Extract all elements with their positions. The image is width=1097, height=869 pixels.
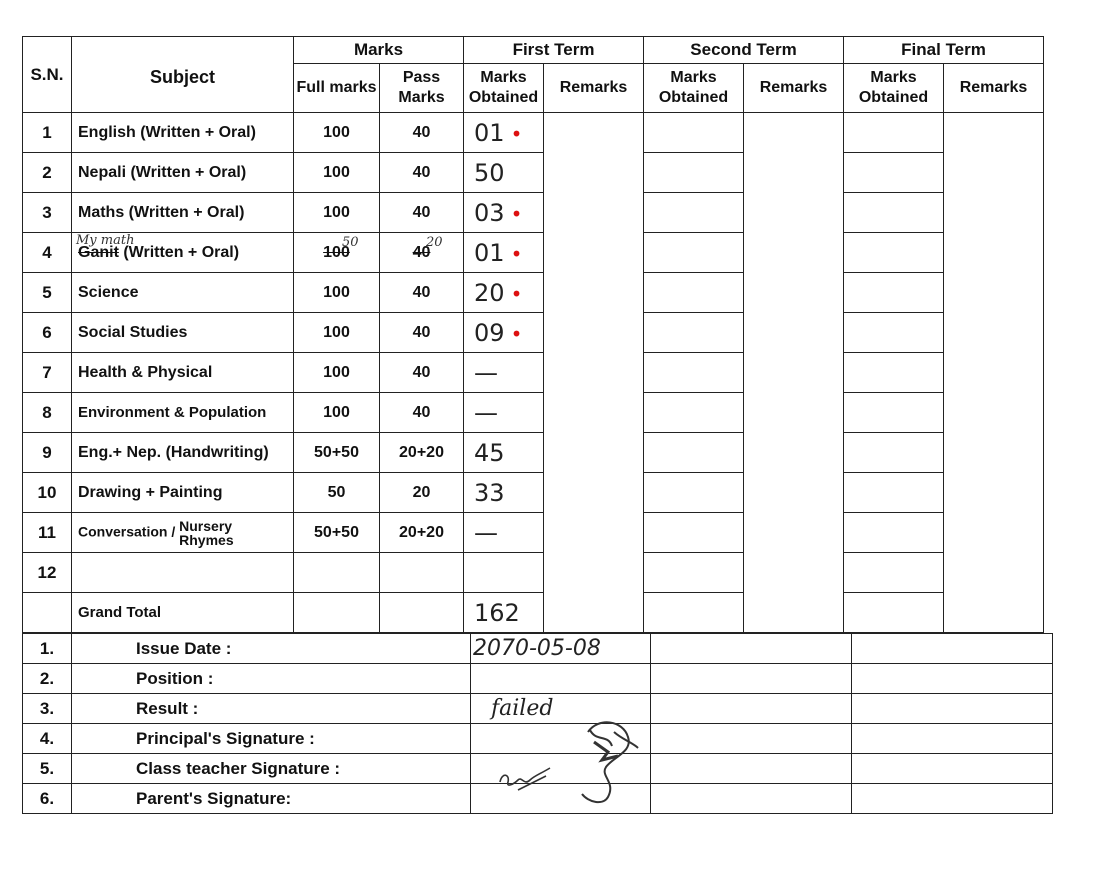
obtained-cell (464, 553, 544, 593)
footer-row (23, 724, 1053, 754)
subject-top: Nursery (179, 517, 233, 534)
footer-final-term-cell (852, 664, 1053, 694)
issue-date-value: 2070-05-08 (471, 634, 651, 664)
final-remarks-header: Remarks (944, 64, 1044, 113)
row-sn: 4 (23, 233, 72, 273)
first-remarks-cell (544, 113, 644, 593)
subject-rest: (Written + Oral) (118, 243, 240, 261)
final-obtained-cell (844, 233, 944, 273)
red-dot-mark: • (510, 281, 523, 306)
row-sn: 3 (23, 193, 72, 233)
class-teacher-signature-drawing (496, 766, 554, 794)
second-remarks-header: Remarks (744, 64, 844, 113)
second-obtained-cell (644, 393, 744, 433)
final-marks-obtained-header: Marks Obtained (844, 64, 944, 113)
full-marks-cell: 100 (294, 153, 380, 193)
struck-subject: Ganit (78, 243, 119, 261)
obtained-cell (464, 313, 544, 353)
pass-marks-cell: 40 (380, 393, 464, 433)
struck-pass-marks: 40 (412, 243, 431, 261)
obtained-value: 50 (474, 158, 505, 187)
full-marks-cell: 50 (294, 473, 380, 513)
footer-label: Parent's Signature: (72, 784, 471, 814)
full-marks-cell: 50+50 (294, 513, 380, 553)
sn-header: S.N. (23, 37, 72, 113)
pass-marks-cell: 20+20 (380, 513, 464, 553)
final-obtained-cell (844, 473, 944, 513)
full-marks-cell: 100 (294, 113, 380, 153)
footer-sn: 3. (23, 694, 72, 724)
obtained-value: — (474, 518, 499, 547)
footer-label: Issue Date : (72, 634, 471, 664)
second-obtained-cell (644, 153, 744, 193)
footer-final-term-cell (852, 724, 1053, 754)
obtained-value: 01 (474, 118, 505, 147)
table-row (23, 273, 1044, 313)
footer-sn: 6. (23, 784, 72, 814)
second-obtained-cell (644, 273, 744, 313)
table-row (23, 513, 1044, 553)
full-marks-cell (294, 553, 380, 593)
marksheet (22, 36, 1052, 814)
subject-main: Conversation / (78, 523, 176, 540)
second-remarks-cell (744, 593, 844, 633)
obtained-cell (464, 273, 544, 313)
second-marks-obtained-header: Marks Obtained (644, 64, 744, 113)
final-obtained-cell (844, 393, 944, 433)
result-value: failed (471, 694, 651, 724)
table-row (23, 233, 1044, 273)
second-obtained-cell (644, 553, 744, 593)
full-marks-cell: 100 (294, 353, 380, 393)
table-row (23, 553, 1044, 593)
second-obtained-cell (644, 193, 744, 233)
red-dot-mark: • (510, 201, 523, 226)
footer-label: Result : (72, 694, 471, 724)
row-sn: 6 (23, 313, 72, 353)
footer-row (23, 664, 1053, 694)
final-obtained-cell (844, 553, 944, 593)
footer-second-term-cell (651, 724, 852, 754)
obtained-value: 20 (474, 278, 505, 307)
pass-marks-cell (380, 593, 464, 633)
full-marks-cell: 100 (294, 193, 380, 233)
final-term-header: Final Term (844, 37, 1044, 64)
table-row (23, 473, 1044, 513)
footer-final-term-cell (852, 634, 1053, 664)
row-sn: 5 (23, 273, 72, 313)
obtained-cell (464, 153, 544, 193)
subject-cell: Environment & Population (72, 393, 294, 433)
subject-cell: English (Written + Oral) (72, 113, 294, 153)
handwritten-pass-note: 20 (426, 235, 443, 250)
final-obtained-cell (844, 353, 944, 393)
final-obtained-cell (844, 273, 944, 313)
row-sn: 11 (23, 513, 72, 553)
pass-marks-cell: 40 (380, 353, 464, 393)
second-obtained-cell (644, 353, 744, 393)
subject-cell: Eng.+ Nep. (Handwriting) (72, 433, 294, 473)
full-marks-cell (294, 593, 380, 633)
grand-total-value: 162 (474, 598, 520, 627)
struck-full-marks: 100 (323, 243, 350, 261)
obtained-value: — (474, 358, 499, 387)
obtained-value: 09 (474, 318, 505, 347)
footer-final-term-cell (852, 754, 1053, 784)
footer-second-term-cell (651, 694, 852, 724)
footer-sn: 4. (23, 724, 72, 754)
footer-row (23, 694, 1053, 724)
full-marks-cell: 100 (294, 273, 380, 313)
subject-cell: Social Studies (72, 313, 294, 353)
footer-second-term-cell (651, 754, 852, 784)
footer-final-term-cell (852, 784, 1053, 814)
final-obtained-cell (844, 433, 944, 473)
final-obtained-cell (844, 113, 944, 153)
second-term-header: Second Term (644, 37, 844, 64)
full-marks-cell: 50+50 (294, 433, 380, 473)
pass-marks-cell: 40 (380, 273, 464, 313)
subject-cell (72, 513, 294, 553)
grand-total-value-cell (464, 593, 544, 633)
final-obtained-cell (844, 593, 944, 633)
pass-marks-cell: 40 (380, 193, 464, 233)
obtained-cell (464, 433, 544, 473)
footer-second-term-cell (651, 784, 852, 814)
table-row (23, 353, 1044, 393)
second-remarks-cell (744, 113, 844, 593)
subject-stack (179, 519, 233, 547)
final-obtained-cell (844, 313, 944, 353)
final-obtained-cell (844, 513, 944, 553)
final-remarks-cell (944, 593, 1044, 633)
handwritten-subject-note: My math (76, 233, 135, 248)
grand-total-label: Grand Total (72, 593, 294, 633)
footer-row (23, 634, 1053, 664)
red-dot-mark: • (510, 321, 523, 346)
second-obtained-cell (644, 593, 744, 633)
second-obtained-cell (644, 513, 744, 553)
subject-cell: Maths (Written + Oral) (72, 193, 294, 233)
second-obtained-cell (644, 433, 744, 473)
row-sn (23, 593, 72, 633)
row-sn: 12 (23, 553, 72, 593)
footer-second-term-cell (651, 634, 852, 664)
pass-marks-cell (380, 553, 464, 593)
footer-label: Principal's Signature : (72, 724, 471, 754)
row-sn: 8 (23, 393, 72, 433)
subject-cell: Drawing + Painting (72, 473, 294, 513)
footer-sn: 2. (23, 664, 72, 694)
obtained-value: 45 (474, 438, 505, 467)
first-marks-obtained-header: Marks Obtained (464, 64, 544, 113)
table-row (23, 433, 1044, 473)
pass-marks-cell (380, 233, 464, 273)
row-sn: 2 (23, 153, 72, 193)
second-obtained-cell (644, 233, 744, 273)
principal-signature-drawing (568, 712, 648, 808)
footer-final-term-cell (852, 694, 1053, 724)
red-dot-mark: • (510, 121, 523, 146)
second-obtained-cell (644, 473, 744, 513)
subject-header: Subject (72, 37, 294, 113)
obtained-value: 01 (474, 238, 505, 267)
obtained-cell (464, 193, 544, 233)
obtained-cell (464, 353, 544, 393)
second-obtained-cell (644, 313, 744, 353)
subject-cell: Nepali (Written + Oral) (72, 153, 294, 193)
table-row (23, 153, 1044, 193)
footer-sn: 5. (23, 754, 72, 784)
pass-marks-cell: 40 (380, 313, 464, 353)
footer-second-term-cell (651, 664, 852, 694)
table-row (23, 393, 1044, 433)
final-remarks-cell (944, 113, 1044, 593)
obtained-cell (464, 233, 544, 273)
full-marks-cell: 100 (294, 313, 380, 353)
obtained-value: — (474, 398, 499, 427)
header-row-top (23, 37, 1044, 64)
pass-marks-cell: 20+20 (380, 433, 464, 473)
footer-label: Class teacher Signature : (72, 754, 471, 784)
row-sn: 1 (23, 113, 72, 153)
first-remarks-cell (544, 593, 644, 633)
marks-header: Marks (294, 37, 464, 64)
subject-cell (72, 233, 294, 273)
obtained-cell (464, 473, 544, 513)
full-marks-header: Full marks (294, 64, 380, 113)
obtained-cell (464, 393, 544, 433)
subject-cell: Science (72, 273, 294, 313)
obtained-cell (464, 513, 544, 553)
subject-bottom: Rhymes (179, 531, 234, 548)
row-sn: 9 (23, 433, 72, 473)
position-value (471, 664, 651, 694)
handwritten-full-note: 50 (342, 235, 359, 250)
row-sn: 7 (23, 353, 72, 393)
pass-marks-cell: 20 (380, 473, 464, 513)
full-marks-cell (294, 233, 380, 273)
final-obtained-cell (844, 193, 944, 233)
full-marks-cell: 100 (294, 393, 380, 433)
footer-label: Position : (72, 664, 471, 694)
row-sn: 10 (23, 473, 72, 513)
obtained-value: 03 (474, 198, 505, 227)
pass-marks-header: Pass Marks (380, 64, 464, 113)
subject-cell (72, 553, 294, 593)
marks-table (22, 36, 1044, 633)
red-dot-mark: • (510, 241, 523, 266)
second-obtained-cell (644, 113, 744, 153)
first-remarks-header: Remarks (544, 64, 644, 113)
final-obtained-cell (844, 153, 944, 193)
obtained-value: 33 (474, 478, 505, 507)
grand-total-row (23, 593, 1044, 633)
table-row (23, 113, 1044, 153)
footer-sn: 1. (23, 634, 72, 664)
table-row (23, 313, 1044, 353)
obtained-cell (464, 113, 544, 153)
subject-cell: Health & Physical (72, 353, 294, 393)
pass-marks-cell: 40 (380, 113, 464, 153)
pass-marks-cell: 40 (380, 153, 464, 193)
first-term-header: First Term (464, 37, 644, 64)
table-row (23, 193, 1044, 233)
